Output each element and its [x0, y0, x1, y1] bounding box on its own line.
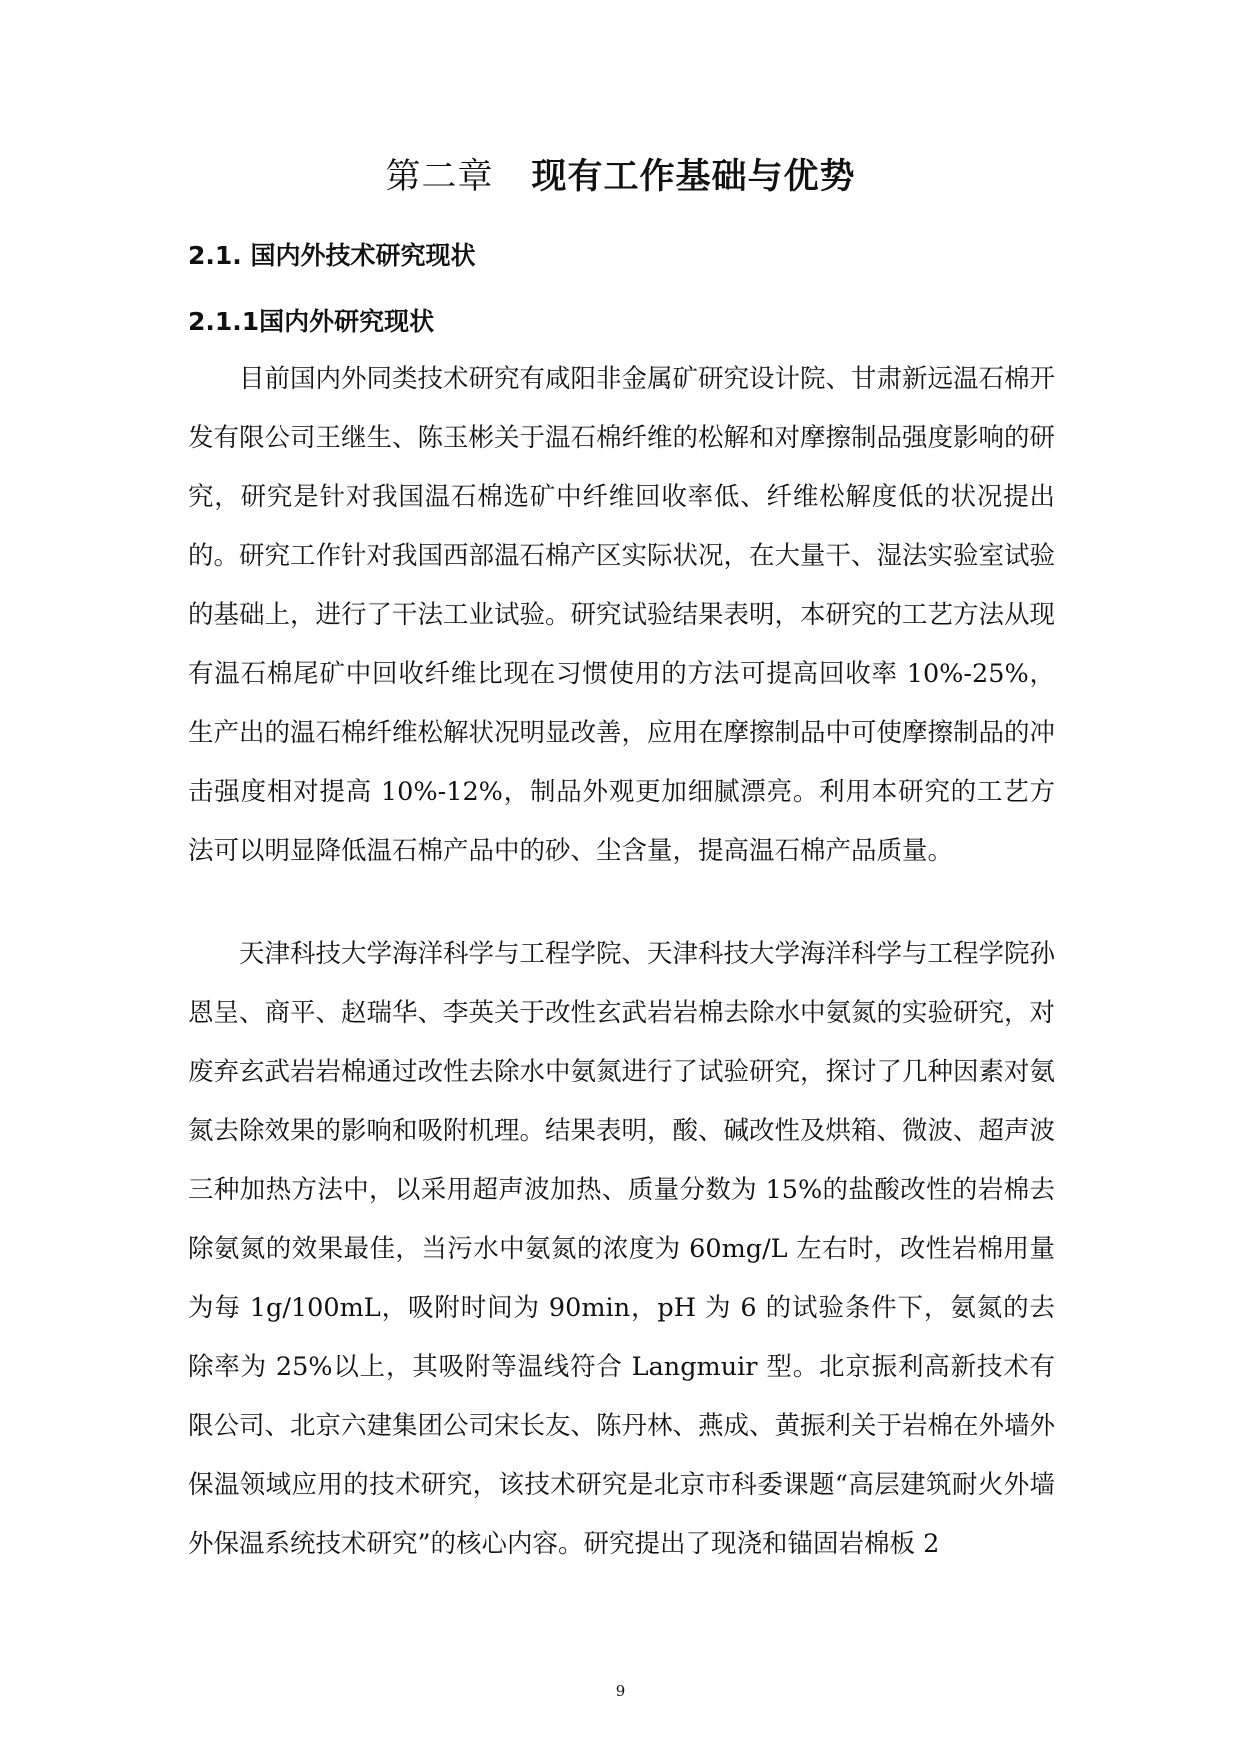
section-heading-2-1-1: 2.1.1国内外研究现状 — [188, 307, 435, 336]
chapter-number: 第二章 — [385, 157, 494, 197]
chapter-name: 现有工作基础与优势 — [531, 157, 856, 197]
chapter-title — [0, 150, 1241, 204]
body-paragraph: 天津科技大学海洋科学与工程学院、天津科技大学海洋科学与工程学院孙恩呈、商平、赵瑞华、李英关于改性玄武岩岩棉去除水中氨氮的实验研究，对废弃玄武岩岩棉通过改性去除水中氨氮进行了试验研究，探讨了几种因素对氨氮去除效果的影响和吸附机理。结果表明，酸、碱改性及烘箱、微波、超声波三种加热方法中，以采用超声波加热、质量分数为 15%的盐酸改性的岩棉去除氨氮的效果最佳，当污水中氨氮的浓度为 60mg/L 左右时，改性岩棉用量为每 1g/100mL，吸附时间为 90min，pH 为 6 的试验条件下，氨氮的去除率为 25%以上，其吸附等温线符合 Langmuir 型。北京振利高新技术有限公司、北京六建集团公司宋长友、陈丹林、燕成、黄振利关于岩棉在外墙外保温领域应用的技术研究，该技术研究是北京市科委课题“高层建筑耐火外墙外保温系统技术研究”的核心内容。研究提出了现浇和锚固岩棉板 2 — [188, 939, 1056, 1559]
body-paragraph: 目前国内外同类技术研究有咸阳非金属矿研究设计院、甘肃新远温石棉开发有限公司王继生、陈玉彬关于温石棉纤维的松解和对摩擦制品强度影响的研究，研究是针对我国温石棉选矿中纤维回收率低、纤维松解度低的状况提出的。研究工作针对我国西部温石棉产区实际状况，在大量干、湿法实验室试验的基础上，进行了干法工业试验。研究试验结果表明，本研究的工艺方法从现有温石棉尾矿中回收纤维比现在习惯使用的方法可提高回收率 10%-25%，生产出的温石棉纤维松解状况明显改善，应用在摩擦制品中可使摩擦制品的冲击强度相对提高 10%-12%，制品外观更加细腻漂亮。利用本研究的工艺方法可以明显降低温石棉产品中的砂、尘含量，提高温石棉产品质量。 — [188, 364, 1056, 866]
page-number: 9 — [615, 1682, 626, 1700]
section-heading-2-1: 2.1. 国内外技术研究现状 — [188, 241, 476, 270]
